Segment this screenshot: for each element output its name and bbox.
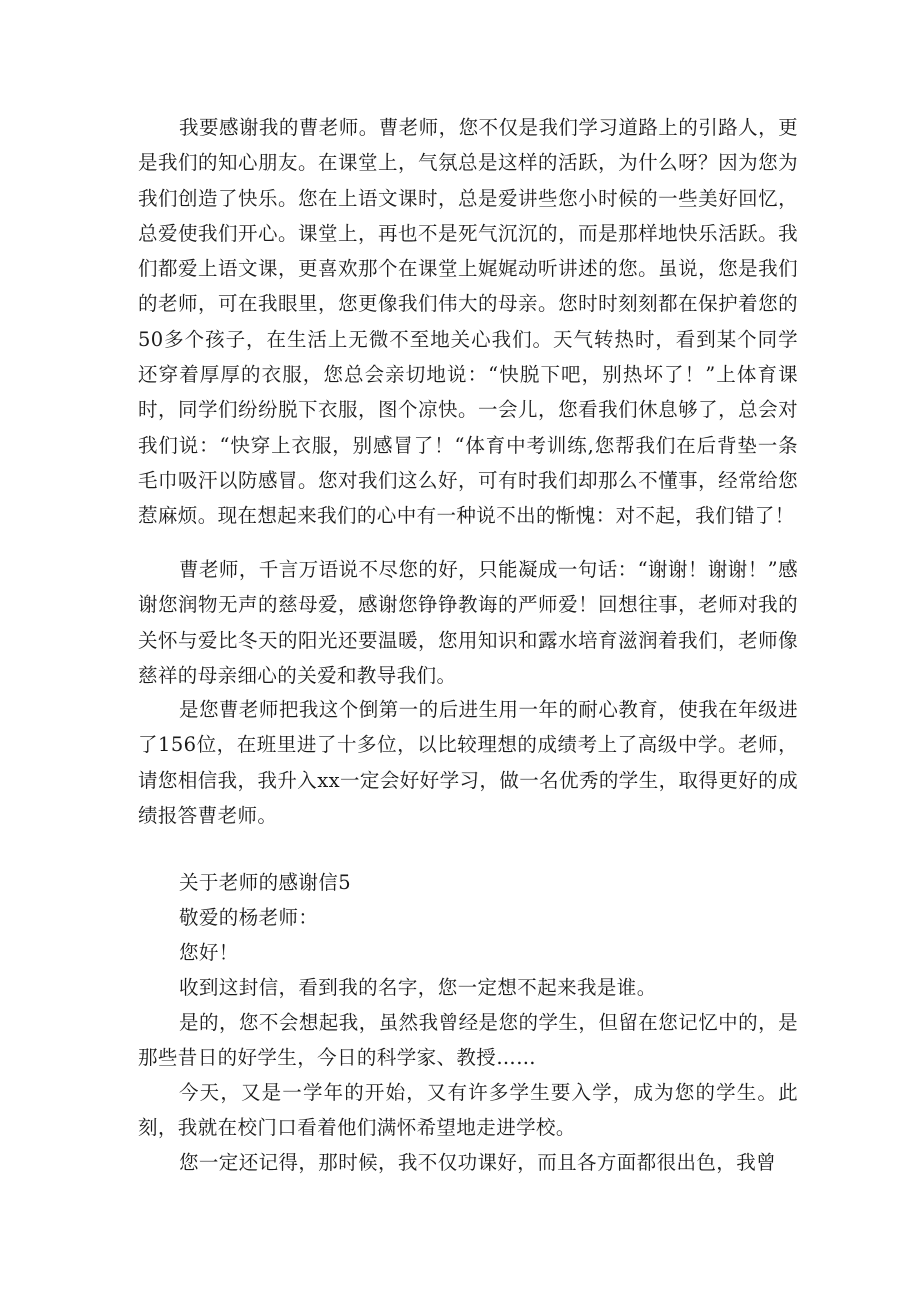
paragraph-text: 曹老师，千言万语说不尽您的好，只能凝成一句话：“谢谢！谢谢！”感谢您润物无声的慈母爱，感谢您铮铮教诲的严师爱！回想往事，老师对我的关怀与爱比冬天的阳光还要温暖，您用知识和露水培育滋润着我们，老师像慈祥的母亲细心的关爱和教导我们。 <box>138 558 798 687</box>
body-paragraph <box>138 1005 798 1076</box>
paragraph-text: 您一定还记得，那时候，我不仅功课好，而且各方面都很出色，我曾 <box>179 1151 777 1174</box>
section-title <box>179 865 839 900</box>
letter-salutation <box>179 900 839 935</box>
body-paragraph <box>138 1075 798 1146</box>
body-paragraph <box>138 692 798 833</box>
paragraph-text: 是的，您不会想起我，虽然我曾经是您的学生，但留在您记忆中的，是那些昔日的好学生，今日的科学家、教授…… <box>138 1011 798 1070</box>
body-paragraph <box>138 552 798 693</box>
paragraph-text: 今天，又是一学年的开始，又有许多学生要入学，成为您的学生。此刻，我就在校门口看着他们满怀希望地走进学校。 <box>138 1081 798 1140</box>
paragraph-text: 收到这封信，看到我的名字，您一定想不起来我是谁。 <box>179 976 657 999</box>
section-title-text: 关于老师的感谢信5 <box>179 871 352 894</box>
greeting-text: 您好！ <box>179 941 239 964</box>
body-paragraph <box>138 110 798 534</box>
paragraph-text: 是您曹老师把我这个倒第一的后进生用一年的耐心教育，使我在年级进了156位，在班里进了十多位，以比较理想的成绩考上了高级中学。老师，请您相信我，我升入xx一定会好好学习，做一名优秀的学生，取得更好的成绩报答曹老师。 <box>138 698 798 827</box>
body-paragraph <box>138 1145 798 1180</box>
body-paragraph <box>179 970 839 1005</box>
letter-greeting <box>179 935 839 970</box>
paragraph-text: 我要感谢我的曹老师。曹老师，您不仅是我们学习道路上的引路人，更是我们的知心朋友。在课堂上，气氛总是这样的活跃，为什么呀？因为您为我们创造了快乐。您在上语文课时，总是爱讲些您小时候的一些美好回忆，总爱使我们开心。课堂上，再也不是死气沉沉的，而是那样地快乐活跃。我们都爱上语文课，更喜欢那个在课堂上娓娓动听讲述的您。虽说，您是我们的老师，可在我眼里，您更像我们伟大的母亲。您时时刻刻都在保护着您的50多个孩子，在生活上无微不至地关心我们。天气转热时，看到某个同学还穿着厚厚的衣服，您总会亲切地说：“快脱下吧，别热坏了！”上体育课时，同学们纷纷脱下衣服，图个凉快。一会儿，您看我们休息够了，总会对我们说：“快穿上衣服，别感冒了！“体育中考训练,您帮我们在后背垫一条毛巾吸汗以防感冒。您对我们这么好，可有时我们却那么不懂事，经常给您惹麻烦。现在想起来我们的心中有一种说不出的惭愧：对不起，我们错了！ <box>138 116 798 528</box>
salutation-text: 敬爱的杨老师： <box>179 906 319 929</box>
